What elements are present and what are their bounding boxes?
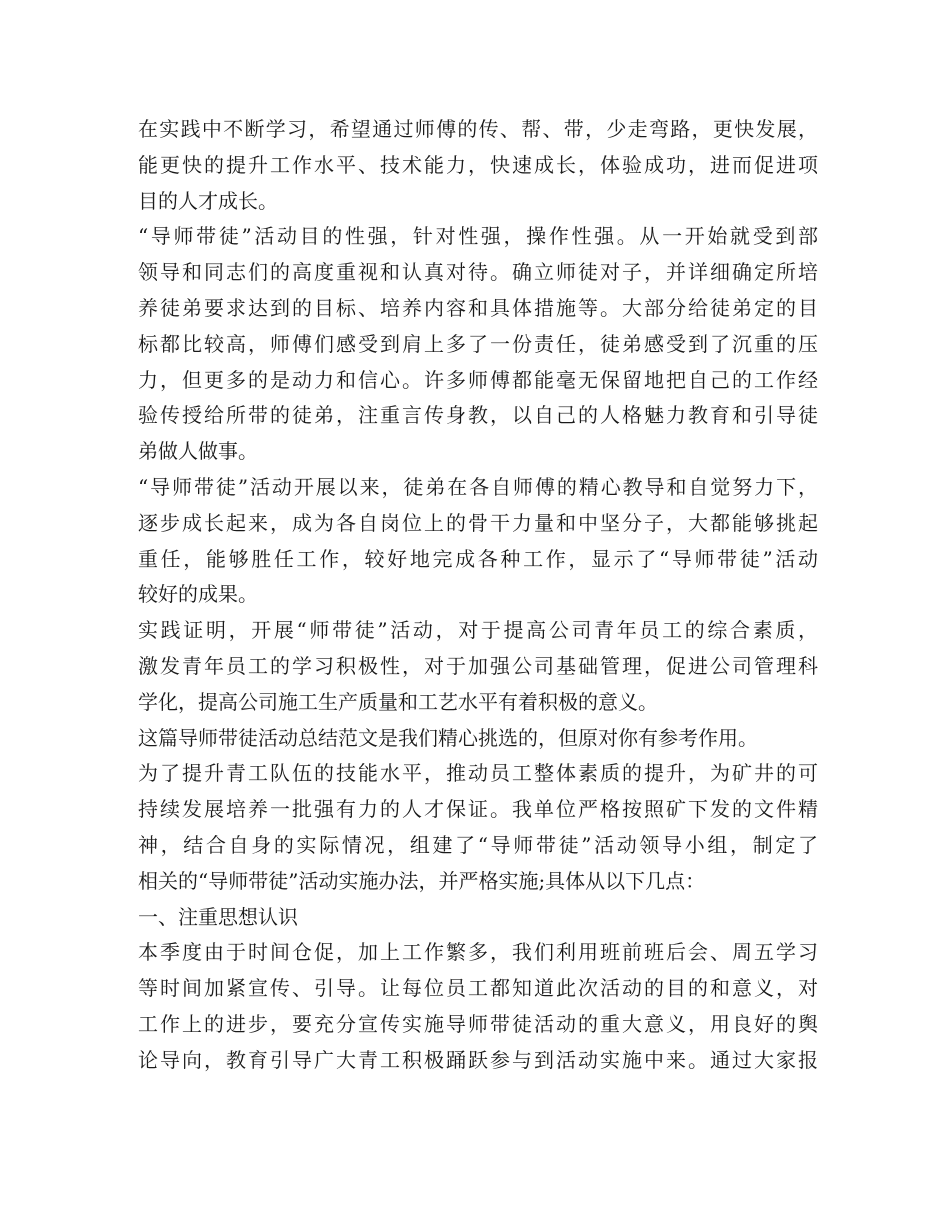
text-line: 一、注重思想认识 bbox=[138, 904, 298, 929]
text-line: 论导向，教育引导广大青工积极踊跃参与到活动实施中来。通过大家报 bbox=[138, 1047, 818, 1072]
text-line: 目的人才成长。 bbox=[138, 188, 278, 213]
text-line: 工作上的进步，要充分宣传实施导师带徒活动的重大意义，用良好的舆 bbox=[138, 1011, 818, 1036]
text-line: 力，但更多的是动力和信心。许多师傅都能毫无保留地把自己的工作经 bbox=[138, 367, 818, 392]
text-line: 逐步成长起来，成为各自岗位上的骨干力量和中坚分子，大都能够挑起 bbox=[138, 510, 818, 535]
text-line: 为了提升青工队伍的技能水平，推动员工整体素质的提升，为矿井的可 bbox=[138, 761, 818, 786]
text-line: 这篇导师带徒活动总结范文是我们精心挑选的，但原对你有参考作用。 bbox=[138, 725, 758, 750]
text-line: 较好的成果。 bbox=[138, 582, 258, 607]
text-line: 标都比较高，师傅们感受到肩上多了一份责任，徒弟感受到了沉重的压 bbox=[138, 331, 818, 356]
text-line: 等时间加紧宣传、引导。让每位员工都知道此次活动的目的和意义，对 bbox=[138, 976, 818, 1001]
text-line: 弟做人做事。 bbox=[138, 439, 258, 464]
text-line: 本季度由于时间仓促，加上工作繁多，我们利用班前班后会、周五学习 bbox=[138, 940, 818, 965]
text-line: 持续发展培养一批强有力的人才保证。我单位严格按照矿下发的文件精 bbox=[138, 797, 818, 822]
text-line: 神，结合自身的实际情况，组建了“导师带徒”活动领导小组，制定了 bbox=[138, 832, 818, 857]
text-line: 学化，提高公司施工生产质量和工艺水平有着积极的意义。 bbox=[138, 689, 658, 714]
text-line: 激发青年员工的学习积极性，对于加强公司基础管理，促进公司管理科 bbox=[138, 653, 818, 678]
text-line: 相关的“导师带徒”活动实施办法，并严格实施;具体从以下几点： bbox=[138, 868, 706, 893]
text-line: 能更快的提升工作水平、技术能力，快速成长，体验成功，进而促进项 bbox=[138, 152, 818, 177]
text-line: 重任，能够胜任工作，较好地完成各种工作，显示了“导师带徒”活动 bbox=[138, 546, 818, 571]
text-line: 在实践中不断学习，希望通过师傅的传、帮、带，少走弯路，更快发展， bbox=[138, 117, 818, 141]
text-line: 实践证明，开展“师带徒”活动，对于提高公司青年员工的综合素质， bbox=[138, 618, 818, 643]
text-line: 领导和同志们的高度重视和认真对待。确立师徒对子，并详细确定所培 bbox=[138, 260, 818, 285]
document-body bbox=[138, 112, 818, 1079]
text-line: 验传授给所带的徒弟，注重言传身教，以自己的人格魅力教育和引导徒 bbox=[138, 403, 818, 428]
text-line: “导师带徒”活动开展以来，徒弟在各自师傅的精心教导和自觉努力下， bbox=[138, 474, 818, 499]
text-line: 养徒弟要求达到的目标、培养内容和具体措施等。大部分给徒弟定的目 bbox=[138, 295, 818, 320]
text-line: “导师带徒”活动目的性强，针对性强，操作性强。从一开始就受到部 bbox=[138, 224, 818, 249]
